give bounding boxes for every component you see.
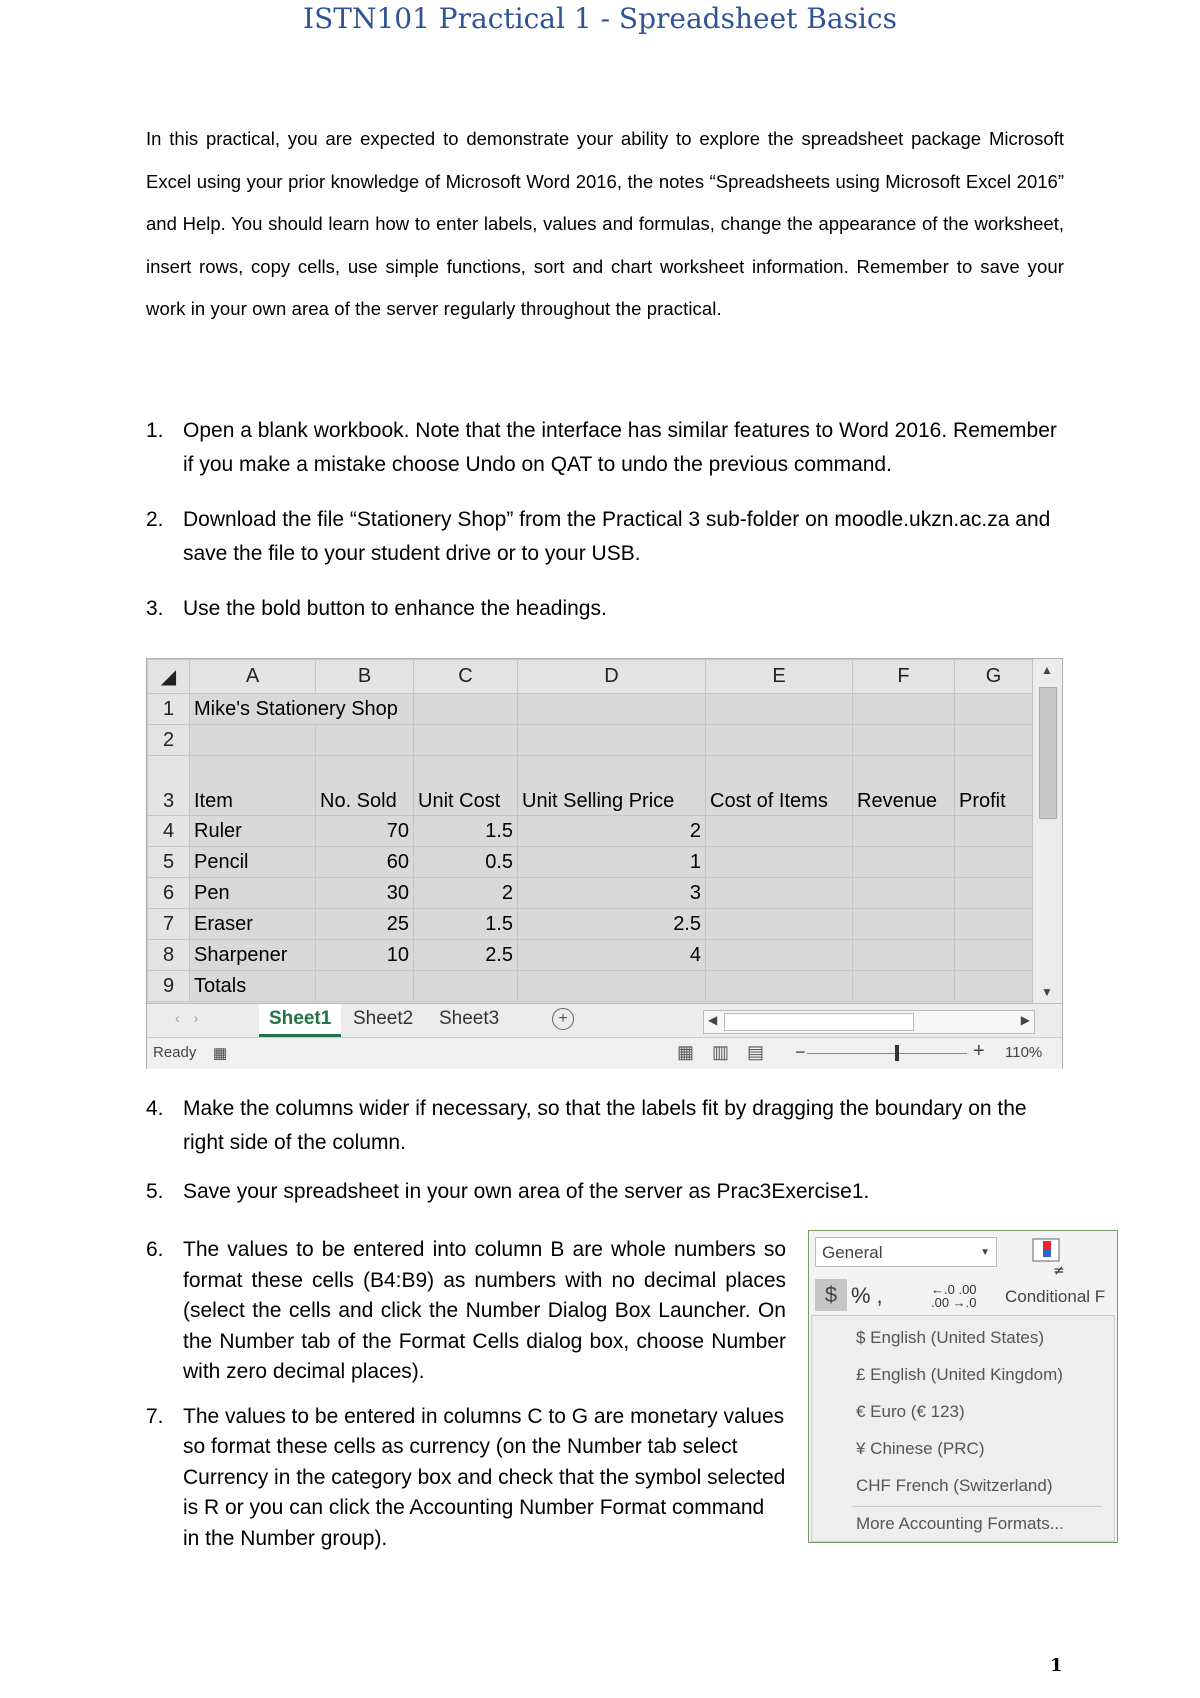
step-number: 7. bbox=[146, 1404, 164, 1428]
cell[interactable] bbox=[853, 816, 955, 847]
column-header[interactable]: C bbox=[414, 660, 518, 694]
menu-item[interactable]: £ English (United Kingdom) bbox=[856, 1365, 1063, 1384]
row-header[interactable]: 5 bbox=[148, 847, 190, 878]
cell[interactable] bbox=[706, 971, 853, 1002]
cell[interactable] bbox=[518, 725, 706, 756]
decimal-adjust-icon[interactable]: ←.0 .00 .00 →.0 bbox=[931, 1282, 977, 1310]
select-all-corner[interactable]: ◢ bbox=[148, 660, 190, 694]
step-number: 2. bbox=[146, 508, 164, 531]
percent-comma-icon[interactable]: %, bbox=[851, 1283, 889, 1308]
cell-unit-selling-price[interactable]: 1 bbox=[518, 847, 706, 878]
row-header[interactable]: 1 bbox=[148, 694, 190, 725]
menu-item[interactable]: € Euro (€ 123) bbox=[856, 1402, 965, 1421]
cell-unit-cost[interactable]: 1.5 bbox=[414, 909, 518, 940]
column-header[interactable]: F bbox=[853, 660, 955, 694]
header-cell[interactable]: Revenue bbox=[853, 756, 955, 816]
row-header[interactable]: 9 bbox=[148, 971, 190, 1002]
cell[interactable] bbox=[706, 847, 853, 878]
menu-item[interactable]: ¥ Chinese (PRC) bbox=[856, 1439, 985, 1458]
step-item bbox=[146, 1092, 1064, 1160]
cell[interactable] bbox=[190, 725, 316, 756]
step-number: 4. bbox=[146, 1097, 164, 1120]
column-header[interactable]: A bbox=[190, 660, 316, 694]
cell-unit-cost[interactable]: 2 bbox=[414, 878, 518, 909]
cell[interactable] bbox=[316, 971, 414, 1002]
steps-list-1 bbox=[146, 414, 1064, 647]
menu-divider bbox=[852, 1506, 1102, 1507]
cell[interactable] bbox=[955, 816, 1033, 847]
cell[interactable] bbox=[706, 878, 853, 909]
cell[interactable] bbox=[853, 694, 955, 725]
cell[interactable] bbox=[706, 694, 853, 725]
accounting-format-button[interactable]: $ bbox=[815, 1279, 847, 1311]
header-cell[interactable]: Unit Cost bbox=[414, 756, 518, 816]
cell[interactable] bbox=[706, 940, 853, 971]
row-header[interactable]: 7 bbox=[148, 909, 190, 940]
number-format-dropdown[interactable] bbox=[815, 1237, 997, 1267]
step-item bbox=[146, 592, 1064, 626]
intro-text: In this practical, you are expected to demonstrate your ability to explore the spreadsheet package Microsoft Excel using your prior knowledge of Microsoft Word 2016, the notes “Spreadsheets using Microsoft Excel 2016” and Help. You should learn how to enter labels, values and formulas, change the appearance of the worksheet, insert rows, copy cells, use simple functions, sort and chart worksheet information. bbox=[146, 128, 1064, 277]
cell-unit-selling-price[interactable]: 4 bbox=[518, 940, 706, 971]
cell-unit-selling-price[interactable]: 3 bbox=[518, 878, 706, 909]
page-number: 1 bbox=[1050, 1655, 1063, 1676]
cell-unit-cost[interactable]: 0.5 bbox=[414, 847, 518, 878]
cell-item[interactable]: Pencil bbox=[190, 847, 316, 878]
intro-emphasis: Remember to save your work in your own area of the server regularly throughout the practical. bbox=[146, 255, 1065, 319]
step-text: The values to be entered in columns C to G are monetary values so format these cells as currency (on the Number tab select Currency in the category box and check that the symbol selected is R or you can click the Accounting Number Format command in the Number group). bbox=[183, 1404, 786, 1550]
cell[interactable] bbox=[853, 909, 955, 940]
cell-item[interactable]: Sharpener bbox=[190, 940, 316, 971]
menu-item[interactable]: $ English (United States) bbox=[856, 1328, 1045, 1347]
cell-item[interactable]: Pen bbox=[190, 878, 316, 909]
scroll-thumb[interactable] bbox=[724, 1013, 914, 1031]
row-header[interactable]: 8 bbox=[148, 940, 190, 971]
menu-item[interactable]: CHF French (Switzerland) bbox=[856, 1476, 1053, 1495]
cell[interactable] bbox=[853, 725, 955, 756]
spreadsheet-grid bbox=[147, 659, 1033, 1002]
step-number: 5. bbox=[146, 1180, 164, 1203]
scroll-right-icon[interactable]: ▶ bbox=[1020, 1013, 1030, 1027]
cell-no-sold[interactable]: 70 bbox=[316, 816, 414, 847]
column-header[interactable]: D bbox=[518, 660, 706, 694]
step-text: Make the columns wider if necessary, so that the labels fit by dragging the boundary on the right side of the column. bbox=[183, 1097, 1027, 1154]
status-bar bbox=[147, 1037, 1062, 1069]
cell-unit-selling-price[interactable]: 2 bbox=[518, 816, 706, 847]
cell-no-sold[interactable]: 25 bbox=[316, 909, 414, 940]
step-text: The values to be entered into column B are whole numbers so format these cells (B4:B9) as numbers with no decimal places (select the cells and click the Number Dialog Box Launcher. On the Number tab of the Format Cells dialog box, choose Number with zero decimal places). bbox=[183, 1238, 786, 1383]
macro-record-icon[interactable]: ▦ bbox=[213, 1045, 228, 1062]
column-header[interactable]: G bbox=[955, 660, 1033, 694]
cell[interactable] bbox=[706, 816, 853, 847]
header-cell[interactable]: Item bbox=[190, 756, 316, 816]
cell[interactable] bbox=[518, 971, 706, 1002]
zoom-in-icon[interactable]: + bbox=[973, 1040, 985, 1062]
cell[interactable] bbox=[706, 725, 853, 756]
conditional-formatting-label[interactable]: Conditional F bbox=[1005, 1287, 1106, 1306]
step-item bbox=[146, 503, 1064, 571]
row-header[interactable]: 3 bbox=[148, 756, 190, 816]
step-text: Use the bold button to enhance the headings. bbox=[183, 597, 607, 620]
sheet-nav-arrows-icon[interactable]: ‹› bbox=[175, 1010, 213, 1026]
header-cell[interactable]: No. Sold bbox=[316, 756, 414, 816]
header-cell[interactable]: Profit bbox=[955, 756, 1033, 816]
tab-sheet2[interactable]: Sheet2 bbox=[353, 1008, 414, 1029]
row-header[interactable]: 4 bbox=[148, 816, 190, 847]
cell[interactable] bbox=[955, 878, 1033, 909]
zoom-slider[interactable] bbox=[807, 1053, 967, 1054]
excel-screenshot bbox=[146, 658, 1063, 1069]
steps-list-2 bbox=[146, 1092, 1064, 1224]
cell[interactable] bbox=[955, 940, 1033, 971]
zoom-knob[interactable] bbox=[895, 1045, 899, 1061]
zoom-out-icon[interactable]: − bbox=[795, 1042, 806, 1062]
cell-unit-selling-price[interactable]: 2.5 bbox=[518, 909, 706, 940]
status-ready: Ready bbox=[153, 1044, 197, 1061]
cell-shop-title[interactable]: Mike's Stationery Shop bbox=[190, 694, 414, 725]
accounting-menu bbox=[811, 1315, 1115, 1542]
cell[interactable] bbox=[853, 878, 955, 909]
cell[interactable] bbox=[955, 725, 1033, 756]
horizontal-scrollbar[interactable] bbox=[703, 1010, 1035, 1034]
cell-unit-cost[interactable]: 2.5 bbox=[414, 940, 518, 971]
tab-sheet1[interactable]: Sheet1 bbox=[259, 1004, 341, 1037]
number-format-value: General bbox=[822, 1243, 883, 1262]
cell-no-sold[interactable]: 60 bbox=[316, 847, 414, 878]
cell[interactable] bbox=[518, 694, 706, 725]
cell[interactable] bbox=[955, 694, 1033, 725]
column-header[interactable]: E bbox=[706, 660, 853, 694]
step-number: 3. bbox=[146, 597, 164, 620]
row-header[interactable]: 6 bbox=[148, 878, 190, 909]
vertical-scrollbar[interactable] bbox=[1032, 659, 1062, 1003]
tab-sheet3[interactable]: Sheet3 bbox=[439, 1008, 500, 1029]
view-buttons-icon[interactable]: ▦▥▤ bbox=[677, 1042, 783, 1062]
accounting-format-screenshot bbox=[808, 1230, 1118, 1543]
scroll-up-icon[interactable]: ▲ bbox=[1041, 663, 1053, 677]
scroll-left-icon[interactable]: ◀ bbox=[708, 1013, 718, 1027]
cell[interactable] bbox=[414, 971, 518, 1002]
conditional-formatting-icon[interactable] bbox=[1029, 1237, 1069, 1279]
intro-paragraph bbox=[146, 118, 1064, 331]
steps-list-3 bbox=[146, 1235, 786, 1568]
cell[interactable] bbox=[853, 847, 955, 878]
chevron-down-icon: ▼ bbox=[980, 1247, 990, 1258]
step-number: 6. bbox=[146, 1238, 164, 1261]
cell[interactable] bbox=[414, 725, 518, 756]
cell-item[interactable]: Ruler bbox=[190, 816, 316, 847]
cell-no-sold[interactable]: 10 bbox=[316, 940, 414, 971]
cell[interactable] bbox=[955, 971, 1033, 1002]
cell[interactable] bbox=[955, 847, 1033, 878]
header-cell[interactable]: Cost of Items bbox=[706, 756, 853, 816]
menu-item-more[interactable]: More Accounting Formats... bbox=[856, 1514, 1064, 1533]
step-number: 1. bbox=[146, 419, 164, 442]
cell-totals[interactable]: Totals bbox=[190, 971, 316, 1002]
cell[interactable] bbox=[414, 694, 518, 725]
cell[interactable] bbox=[316, 725, 414, 756]
step-text: Save your spreadsheet in your own area of the server as Prac3Exercise1. bbox=[183, 1180, 870, 1203]
add-sheet-icon[interactable]: + bbox=[552, 1008, 574, 1030]
cell[interactable] bbox=[853, 940, 955, 971]
step-item bbox=[146, 1235, 786, 1388]
cell-unit-cost[interactable]: 1.5 bbox=[414, 816, 518, 847]
column-header[interactable]: B bbox=[316, 660, 414, 694]
cell[interactable] bbox=[706, 909, 853, 940]
step-item bbox=[146, 414, 1064, 482]
scroll-thumb[interactable] bbox=[1039, 687, 1057, 819]
sheet-tab-bar bbox=[147, 1003, 1062, 1038]
header-cell[interactable]: Unit Selling Price bbox=[518, 756, 706, 816]
step-text: Open a blank workbook. Note that the interface has similar features to Word 2016. Remember if you make a mistake choose Undo on QAT to undo the previous command. bbox=[183, 419, 1057, 476]
svg-text:≠: ≠ bbox=[1053, 1263, 1065, 1279]
cell[interactable] bbox=[853, 971, 955, 1002]
row-header[interactable]: 2 bbox=[148, 725, 190, 756]
cell-item[interactable]: Eraser bbox=[190, 909, 316, 940]
page-title: ISTN101 Practical 1 - Spreadsheet Basics bbox=[303, 2, 897, 35]
cell-no-sold[interactable]: 30 bbox=[316, 878, 414, 909]
zoom-level[interactable]: 110% bbox=[1005, 1044, 1043, 1061]
cell[interactable] bbox=[955, 909, 1033, 940]
scroll-down-icon[interactable]: ▼ bbox=[1041, 985, 1053, 999]
step-text: Download the file “Stationery Shop” from the Practical 3 sub-folder on moodle.ukzn.ac.za and save the file to your student drive or to your USB. bbox=[183, 508, 1051, 565]
step-item bbox=[146, 1175, 1064, 1209]
step-item bbox=[146, 1402, 786, 1555]
